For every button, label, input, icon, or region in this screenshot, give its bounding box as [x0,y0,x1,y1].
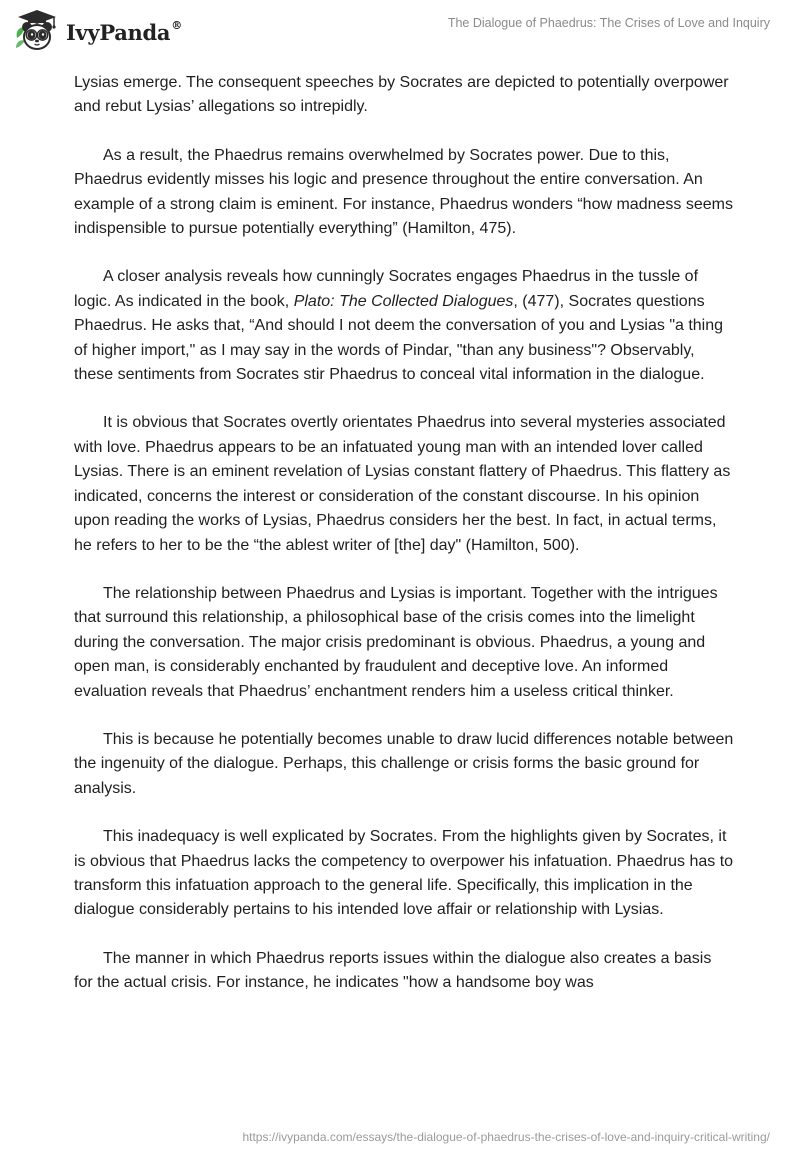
paragraph-6: This is because he potentially becomes unable to draw lucid differences notable between the ingenuity of the dialogue. Perhaps, this challenge or crisis forms the basic ground for analysis. [74,730,734,797]
ivypanda-logo[interactable] [14,8,182,54]
page-header [0,0,800,64]
book-title-citation: Plato: The Collected Dialogues [293,292,514,310]
document-title: The Dialogue of Phaedrus: The Crises of Love and Inquiry [447,16,770,30]
brand-name: IvyPanda® [66,18,182,45]
panda-graduate-icon [14,8,60,54]
source-url[interactable]: https://ivypanda.com/essays/the-dialogue-of-phaedrus-the-crises-of-love-and-inquiry-critical-writing/ [242,1130,770,1144]
paragraph-3 [74,265,734,387]
paragraph-4: It is obvious that Socrates overtly orientates Phaedrus into several mysteries associated with love. Phaedrus appears to be an infatuated young man with an intended lover called Lysias. There is an eminent revelation of Lysias constant flattery of Phaedrus. This flattery as indicated, concerns the interest or consideration of the constant discourse. In his opinion upon reading the works of Lysias, Phaedrus considers her the best. In fact, in actual terms, he refers to her to be the “the ablest writer of [the] day" (Hamilton, 500). [74,414,731,554]
paragraph-8: The manner in which Phaedrus reports issues within the dialogue also creates a basis for the actual crisis. For instance, he indicates "how a handsome boy was [74,949,712,992]
paragraph-2: As a result, the Phaedrus remains overwhelmed by Socrates power. Due to this, Phaedrus evidently misses his logic and presence throughout the entire conversation. An example of a strong claim is eminent. For instance, Phaedrus wonders “how madness seems indispensible to pursue potentially everything” (Hamilton, 475). [74,146,733,238]
paragraph-7: This inadequacy is well explicated by Socrates. From the highlights given by Socrates, it is obvious that Phaedrus lacks the competency to overpower his infatuation. Phaedrus has to transform this infatuation approach to the general life. Specifically, this implication in the dialogue considerably pertains to his intended love affair or relationship with Lysias. [74,828,734,919]
paragraph-1: Lysias emerge. The consequent speeches by Socrates are depicted to potentially overpower and rebut Lysias’ allegations so intrepidly. [74,74,729,116]
paragraph-3-text-after: , (477), Socrates questions Phaedrus. He asks that, “And should I not deem the conversation of you and Lysias "a thing of higher import," as I may say in the words of Pindar, "than any business"? Observably, these sentiments from Socrates stir Phaedrus to conceal vital information in the dialogue. [74,292,724,384]
paragraph-5: The relationship between Phaedrus and Lysias is important. Together with the intrigues that surround this relationship, a philosophical base of the crisis comes into the limelight during the conversation. The major crisis predominant is obvious. Phaedrus, a young and open man, is considerably enchanted by fraudulent and deceptive love. An informed evaluation reveals that Phaedrus’ enchantment renders him a useless critical thinker. [74,584,718,700]
paragraph-3-text-before: A closer analysis reveals how cunningly Socrates engages Phaedrus in the tussle of logic. As indicated in the book, [74,268,699,310]
essay-body [74,71,734,1020]
registered-mark: ® [171,18,182,32]
